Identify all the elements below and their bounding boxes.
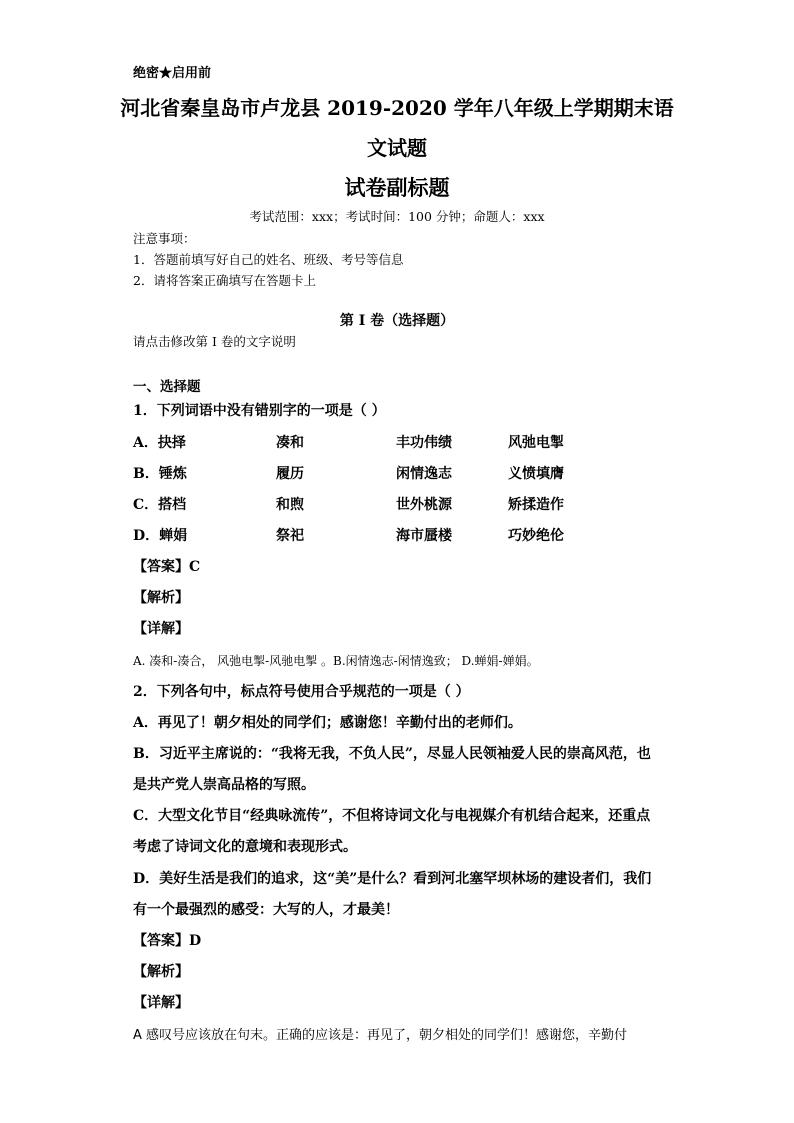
q1-answer: 【答案】C [133,559,201,575]
volume-description: 请点击修改第 I 卷的文字说明 [133,334,296,349]
exam-subtitle: 试卷副标题 [344,175,450,200]
q2-answer: 【答案】D [133,933,202,949]
q1-option-b-3: 闲情逸志 [396,466,452,482]
q1-option-d: D．蝉娟 [133,528,188,544]
q1-option-d-4: 巧妙绝伦 [508,528,564,544]
q1-detail-label: 【详解】 [133,621,189,637]
volume-title: 第 I 卷（选择题） [339,313,455,329]
q1-option-c: C．搭档 [133,497,187,513]
secret-label: 绝密★启用前 [133,66,212,81]
note-item-2: 2．请将答案正确填写在答题卡上 [133,273,316,288]
q2-option-d-line1: D．美好生活是我们的追求，这“美”是什么？看到河北塞罕坝林场的建设者们，我们 [133,871,652,887]
q1-option-d-3: 海市蜃楼 [396,528,452,544]
exam-meta: 考试范围：xxx；考试时间：100 分钟；命题人：xxx [249,209,545,224]
q2-option-b-line2: 是共产党人崇高品格的写照。 [133,777,315,793]
q1-option-a: A．抉择 [133,435,186,451]
exam-title-line1: 河北省秦皇岛市卢龙县 2019-2020 学年八年级上学期期末语 [120,96,674,120]
q2-option-c-line2: 考虑了诗词文化的意境和表现形式。 [133,839,357,855]
q1-option-c-4: 矫揉造作 [508,497,564,513]
q1-option-c-3: 世外桃源 [396,497,452,513]
note-item-1: 1．答题前填写好自己的姓名、班级、考号等信息 [133,252,404,267]
q1-option-a-2: 凑和 [276,435,304,451]
exam-title-line2: 文试题 [367,136,427,160]
q1-analysis: 【解析】 [133,590,189,606]
section-heading: 一、选择题 [133,379,201,395]
q2-option-d-line2: 有一个最强烈的感受：大写的人，才最美！ [133,902,399,918]
q1-option-c-2: 和煦 [276,497,304,513]
q1-option-b-4: 义愤填膺 [508,466,564,482]
q1-option-b: B．锤炼 [133,466,187,482]
q2-option-c-line1: C．大型文化节目“经典咏流传”，不但将诗词文化与电视媒介有机结合起来，还重点 [133,808,651,824]
q1-option-a-3: 丰功伟绩 [396,435,452,451]
q2-detail-label: 【详解】 [133,995,189,1011]
q1-option-d-2: 祭祀 [276,528,304,544]
q2-stem: 2．下列各句中，标点符号使用合乎规范的一项是（ ） [133,684,470,700]
q2-detail: A 感叹号应该放在句末。正确的应该是：再见了，朝夕相处的同学们！感谢您，辛勤付 [133,1028,628,1043]
q2-analysis: 【解析】 [133,964,189,980]
q2-option-a: A．再见了！朝夕相处的同学们；感谢您！辛勤付出的老师们。 [133,715,522,731]
notes-heading: 注意事项： [133,231,196,246]
q1-option-a-4: 风弛电掣 [508,435,564,451]
q1-detail: A. 凑和-凑合， 风弛电掣-风驰电掣 。B.闲情逸志-闲情逸致； D.蝉娟-婵娟。 [133,654,539,668]
q1-option-b-2: 履历 [276,466,304,482]
q1-stem: 1．下列词语中没有错别字的一项是（ ） [133,403,386,419]
q2-option-b-line1: B．习近平主席说的：“我将无我，不负人民”，尽显人民领袖爱人民的崇高风范，也 [133,746,651,762]
